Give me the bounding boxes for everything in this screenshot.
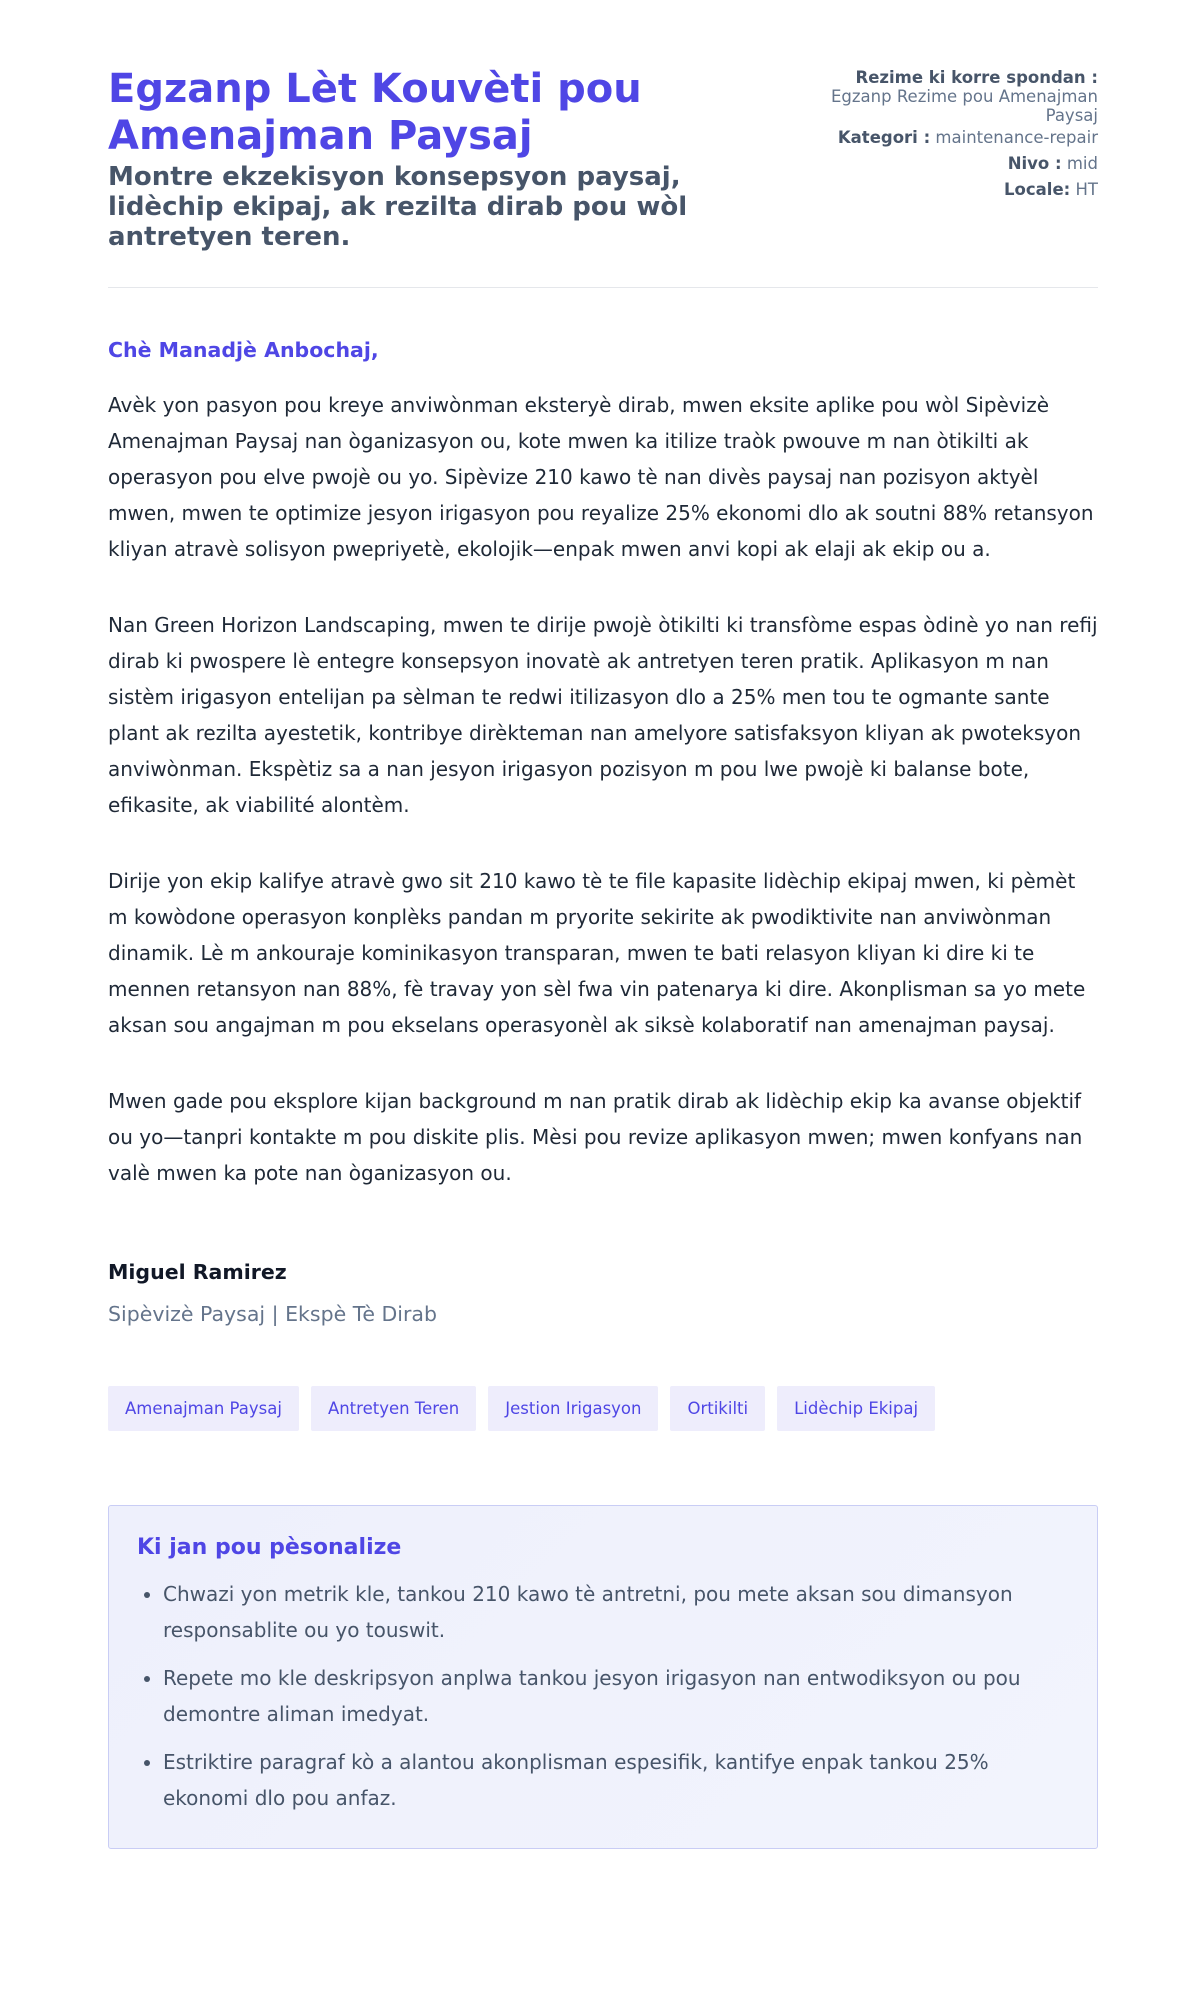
meta-locale <box>788 180 1098 199</box>
meta-panel <box>788 66 1098 206</box>
signature-title: Sipèvizè Paysaj | Ekspè Tè Dirab <box>108 1302 437 1326</box>
tips-title: Ki jan pou pèsonalize <box>137 1535 402 1560</box>
meta-locale-value: HT <box>1075 180 1098 199</box>
keyword-tag: Jestion Irigasyon <box>488 1386 658 1431</box>
page-title: Egzanp Lèt Kouvèti pou Amenajman Paysaj <box>108 66 642 159</box>
page-subtitle: Montre ekzekisyon konsepsyon paysaj, lidèchip ekipaj, ak rezilta dirab pou wòl antretyen teren. <box>108 162 688 252</box>
cover-letter-page <box>108 66 1098 1849</box>
meta-category <box>788 128 1098 147</box>
meta-category-label: Kategori : <box>837 128 931 147</box>
tip-item: • Repete mo kle deskripsyon anplwa tankou jesyon irigasyon nan entwodiksyon ou pou demontre aliman imedyat. <box>163 1660 1069 1732</box>
signature-name: Miguel Ramirez <box>108 1260 287 1284</box>
header-divider <box>108 287 1098 288</box>
customization-tips-box <box>108 1505 1098 1849</box>
meta-locale-label: Locale: <box>1004 180 1071 199</box>
meta-resume <box>788 68 1098 125</box>
meta-category-value: maintenance-repair <box>935 128 1098 147</box>
letter-body <box>108 387 1098 1191</box>
meta-resume-link[interactable]: Egzanp Rezime pou Amenajman Paysaj <box>830 87 1098 125</box>
body-paragraph: Mwen gade pou eksplore kijan background m nan pratik dirab ak lidèchip ekip ka avanse objektif ou yo—tanpri kontakte m pou diskite plis. Mèsi pou revize aplikasyon mwen; mwen konfyans nan valè mwen ka pote nan òganizasyon ou. <box>108 1089 1083 1185</box>
keyword-tag: Lidèchip Ekipaj <box>777 1386 935 1431</box>
tip-item: • Estriktire paragraf kò a alantou akonplisman espesifik, kantifye enpak tankou 25% ekonomi dlo pou anfaz. <box>163 1744 1069 1816</box>
header <box>108 66 1098 252</box>
meta-level-label: Nivo : <box>1007 154 1062 173</box>
keyword-tag: Antretyen Teren <box>311 1386 476 1431</box>
keyword-tag: Ortikilti <box>670 1386 765 1431</box>
header-titles <box>108 66 708 252</box>
tips-list <box>137 1576 1069 1816</box>
signature-block <box>108 1259 1098 1327</box>
tip-item: • Chwazi yon metrik kle, tankou 210 kawo tè antretni, pou mete aksan sou dimansyon responsablite ou yo touswit. <box>163 1576 1069 1648</box>
body-paragraph: Dirije yon ekip kalifye atravè gwo sit 210 kawo tè te file kapasite lidèchip ekipaj mwen, ki pèmèt m kowòdone operasyon konplèks pandan m pryorite sekirite ak pwodiktivite nan anviwònman dinamik. Lè m ankouraje kominikasyon transparan, mwen te bati relasyon kliyan ki dire ki te mennen retansyon nan 88%, fè travay yon sèl fwa vin patenarya ki dire. Akonplisman sa yo mete aksan sou angajman m pou ekselans operasyonèl ak siksè kolaboratif nan amenajman paysaj. <box>108 869 1086 1037</box>
keyword-tags <box>108 1386 1098 1431</box>
salutation: Chè Manadjè Anbochaj, <box>108 338 379 362</box>
meta-resume-label: Rezime ki korre spondan : <box>855 68 1098 87</box>
keyword-tag: Amenajman Paysaj <box>108 1386 299 1431</box>
body-paragraph: Nan Green Horizon Landscaping, mwen te dirije pwojè òtikilti ki transfòme espas òdinè yo nan refij dirab ki pwospere lè entegre konsepsyon inovatè ak antretyen teren pratik. Aplikasyon m nan sistèm irigasyon entelijan pa sèlman te redwi itilizasyon dlo a 25% men tou te ogmante sante plant ak rezilta ayestetik, kontribye dirèkteman nan amelyore satisfaksyon kliyan ak pwoteksyon anviwònman. Ekspètiz sa a nan jesyon irigasyon pozisyon m pou lwe pwojè ki balanse bote, efikasite, ak viabilité alontèm. <box>108 613 1098 817</box>
meta-level <box>788 154 1098 173</box>
body-paragraph: Avèk yon pasyon pou kreye anviwònman eksteryè dirab, mwen eksite aplike pou wòl Sipèvizè Amenajman Paysaj nan òganizasyon ou, kote mwen ka itilize traòk pwouve m nan òtikilti ak operasyon pou elve pwojè ou yo. Sipèvize 210 kawo tè nan divès paysaj nan pozisyon aktyèl mwen, mwen te optimize jesyon irigasyon pou reyalize 25% ekonomi dlo ak soutni 88% retansyon kliyan atravè solisyon pwepriyetè, ekolojik—enpak mwen anvi kopi ak elaji ak ekip ou a. <box>108 393 1094 561</box>
meta-level-value: mid <box>1066 154 1098 173</box>
